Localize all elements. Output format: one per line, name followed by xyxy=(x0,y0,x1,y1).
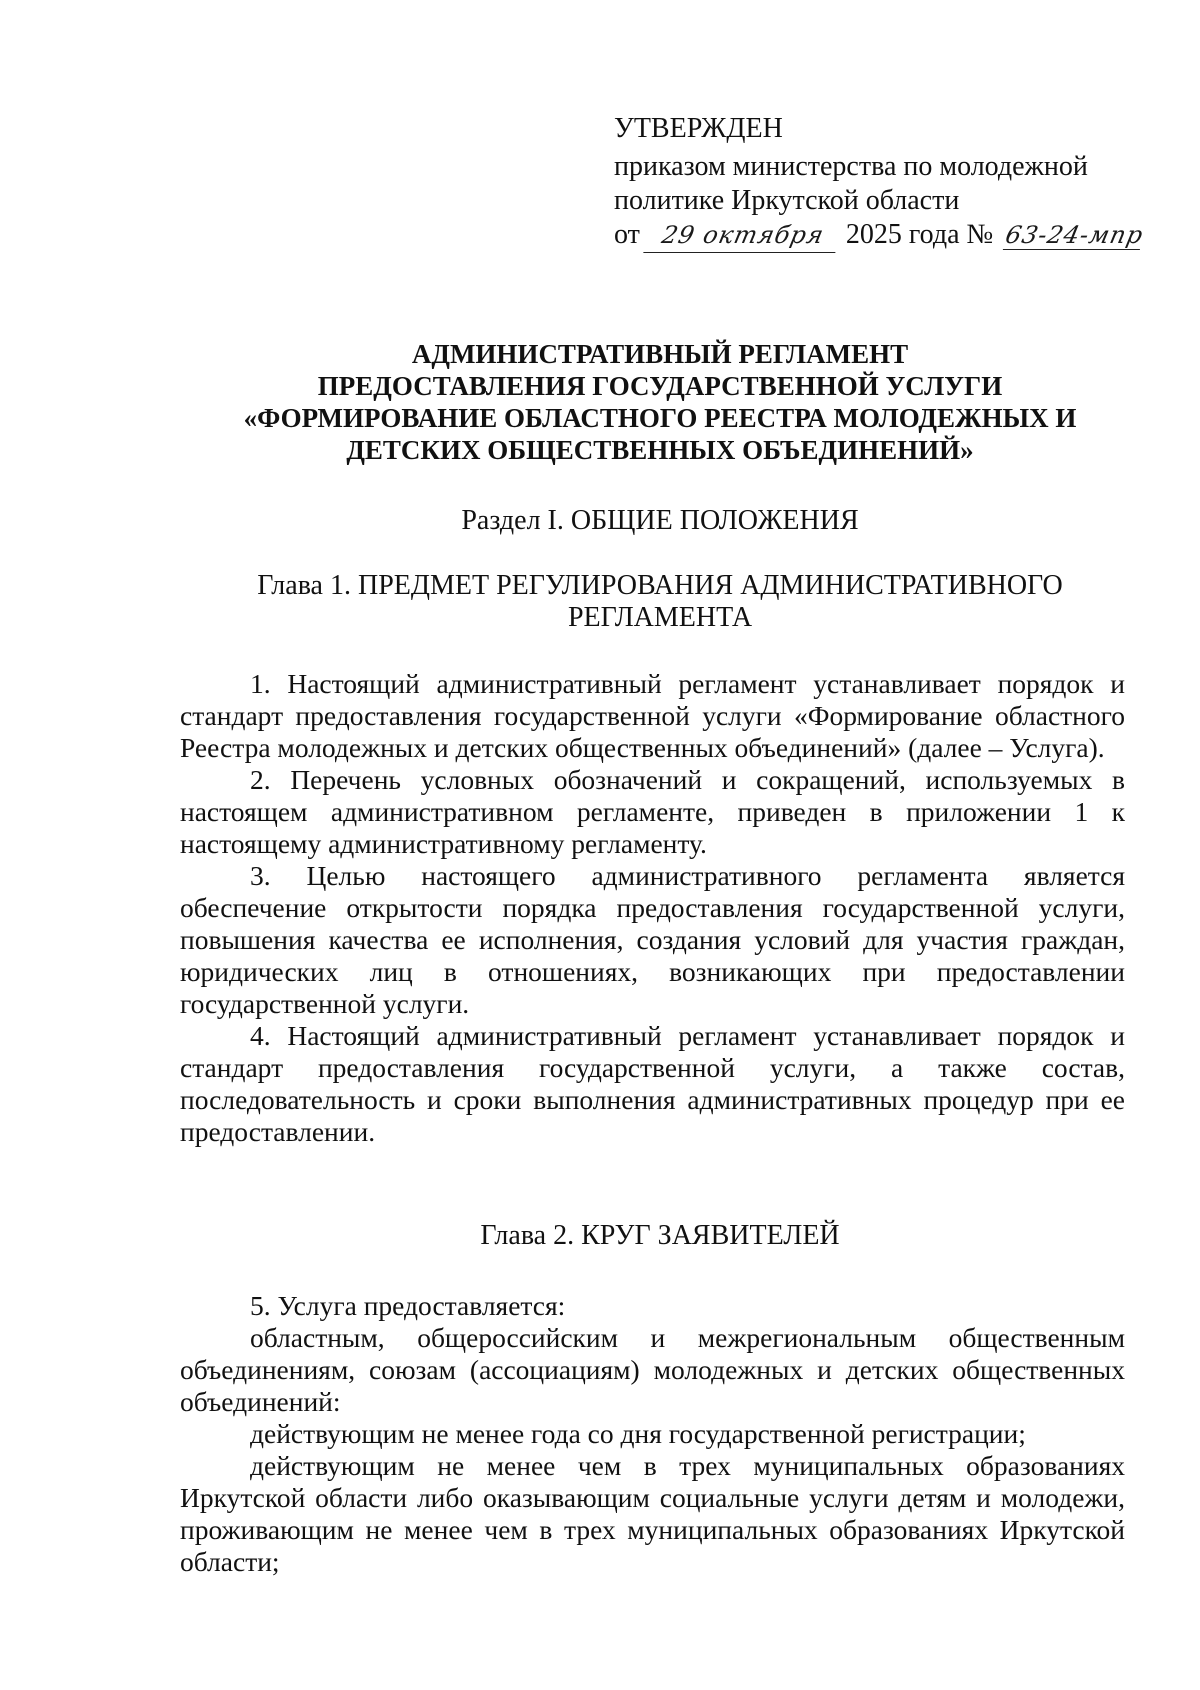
chapter-1-body xyxy=(180,668,1125,1148)
approval-prefix: от xyxy=(614,219,640,250)
section-heading: Раздел I. ОБЩИЕ ПОЛОЖЕНИЯ xyxy=(461,505,859,536)
title-line-1: АДМИНИСТРАТИВНЫЙ РЕГЛАМЕНТ xyxy=(411,339,909,369)
title-line-3: «ФОРМИРОВАНИЕ ОБЛАСТНОГО РЕЕСТРА МОЛОДЕЖНЫХ И xyxy=(243,403,1077,433)
chapter-1-line-1: Глава 1. ПРЕДМЕТ РЕГУЛИРОВАНИЯ АДМИНИСТРАТИВНОГО xyxy=(257,570,1063,601)
paragraph-5-item-1: областным, общероссийским и межрегиональным общественным объединениям, союзам (ассоциациям) молодежных и детских общественных объединений: xyxy=(180,1322,1125,1417)
paragraph-3: 3. Целью настоящего административного регламента является обеспечение открытости порядка предоставления государственной услуги, повышения качества ее исполнения, создания условий для участия граждан, юридических лиц в отношениях, возникающих при предоставлении государственной услуги. xyxy=(180,860,1125,1019)
paragraph-1: 1. Настоящий административный регламент устанавливает порядок и стандарт предоставления государственной услуги «Формирование областного Реестра молодежных и детских общественных объединений» (далее – Услуга). xyxy=(180,668,1125,763)
chapter-2-heading: Глава 2. КРУГ ЗАЯВИТЕЛЕЙ xyxy=(480,1220,840,1251)
document-title xyxy=(160,338,1160,466)
title-line-4: ДЕТСКИХ ОБЩЕСТВЕННЫХ ОБЪЕДИНЕНИЙ» xyxy=(346,435,974,465)
chapter-1-line-2: РЕГЛАМЕНТА xyxy=(567,602,753,633)
approval-line-1: приказом министерства по молодежной xyxy=(614,151,1088,182)
paragraph-5-item-3: действующим не менее чем в трех муниципальных образованиях Иркутской области либо оказывающим социальные услуги детям и молодежи, проживающим не менее чем в трех муниципальных образованиях Иркутской области; xyxy=(180,1450,1125,1577)
chapter-2-body xyxy=(180,1290,1125,1578)
handwritten-date: 29 октября xyxy=(643,218,842,253)
approval-stamp-block xyxy=(614,112,1174,253)
paragraph-5-item-2: действующим не менее года со дня государственной регистрации; xyxy=(250,1418,1026,1449)
handwritten-number: 63-24-мпр xyxy=(1003,221,1147,249)
paragraph-2: 2. Перечень условных обозначений и сокращений, используемых в настоящем административном регламенте, приведен в приложении 1 к настоящему административному регламенту. xyxy=(180,764,1125,859)
approval-line-2: политике Иркутской области xyxy=(614,185,960,216)
paragraph-4: 4. Настоящий административный регламент устанавливает порядок и стандарт предоставления государственной услуги, а также состав, последовательность и сроки выполнения административных процедур при ее предоставлении. xyxy=(180,1020,1125,1147)
chapter-1-heading xyxy=(220,570,1100,634)
paragraph-5: 5. Услуга предоставляется: xyxy=(250,1290,566,1321)
title-line-2: ПРЕДОСТАВЛЕНИЯ ГОСУДАРСТВЕННОЙ УСЛУГИ xyxy=(317,371,1003,401)
approval-date-line xyxy=(614,218,1174,253)
approval-year-text: 2025 года № xyxy=(845,219,994,250)
approval-heading: УТВЕРЖДЕН xyxy=(614,113,783,144)
